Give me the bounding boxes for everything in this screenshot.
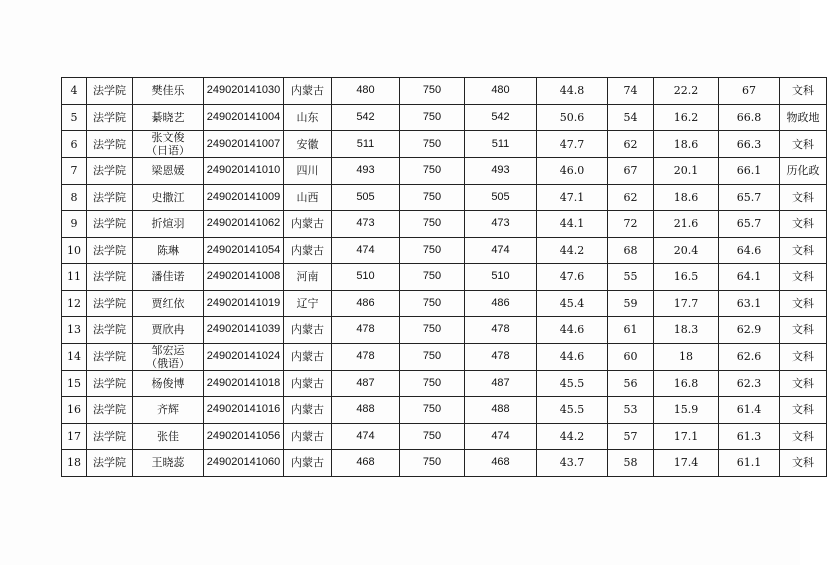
- weighted-interview-cell: 16.5: [654, 264, 719, 291]
- weighted-score-cell: 45.5: [537, 370, 608, 397]
- college-cell: 法学院: [87, 104, 133, 131]
- table-row: [62, 397, 827, 424]
- student-id-cell: 249020141010: [204, 158, 284, 185]
- interview-score-cell: 54: [608, 104, 654, 131]
- province-cell: 山东: [284, 104, 332, 131]
- subject-category-cell: 文科: [780, 264, 827, 291]
- student-id-cell: 249020141039: [204, 317, 284, 344]
- province-cell: 辽宁: [284, 290, 332, 317]
- interview-score-cell: 55: [608, 264, 654, 291]
- exam-score-cell: 542: [332, 104, 400, 131]
- college-cell: 法学院: [87, 78, 133, 105]
- score-table: [61, 77, 827, 477]
- full-score-cell: 750: [400, 397, 465, 424]
- subject-category-cell: 物政地: [780, 104, 827, 131]
- student-id-cell: 249020141024: [204, 343, 284, 370]
- full-score-cell: 750: [400, 317, 465, 344]
- province-cell: 内蒙古: [284, 211, 332, 238]
- weighted-interview-cell: 18: [654, 343, 719, 370]
- table-row: [62, 78, 827, 105]
- student-name-cell: 史撒江: [133, 184, 204, 211]
- student-name-cell: 张佳: [133, 423, 204, 450]
- total-score-cell: 61.3: [719, 423, 780, 450]
- college-cell: 法学院: [87, 450, 133, 477]
- weighted-interview-cell: 20.1: [654, 158, 719, 185]
- exam-score-repeat-cell: 473: [465, 211, 537, 238]
- total-score-cell: 67: [719, 78, 780, 105]
- student-name-cell: 王晓蕊: [133, 450, 204, 477]
- table-row: [62, 131, 827, 158]
- interview-score-cell: 72: [608, 211, 654, 238]
- total-score-cell: 65.7: [719, 184, 780, 211]
- student-name-cell: 邹宏运 （俄语）: [133, 343, 204, 370]
- full-score-cell: 750: [400, 131, 465, 158]
- college-cell: 法学院: [87, 237, 133, 264]
- exam-score-repeat-cell: 486: [465, 290, 537, 317]
- weighted-score-cell: 44.1: [537, 211, 608, 238]
- interview-score-cell: 68: [608, 237, 654, 264]
- college-cell: 法学院: [87, 264, 133, 291]
- full-score-cell: 750: [400, 343, 465, 370]
- subject-category-cell: 历化政: [780, 158, 827, 185]
- exam-score-cell: 488: [332, 397, 400, 424]
- weighted-interview-cell: 16.2: [654, 104, 719, 131]
- full-score-cell: 750: [400, 158, 465, 185]
- exam-score-cell: 480: [332, 78, 400, 105]
- table-row: [62, 317, 827, 344]
- exam-score-cell: 473: [332, 211, 400, 238]
- subject-category-cell: 文科: [780, 343, 827, 370]
- row-number: 11: [62, 264, 87, 291]
- exam-score-cell: 510: [332, 264, 400, 291]
- table-row: [62, 211, 827, 238]
- exam-score-cell: 511: [332, 131, 400, 158]
- weighted-score-cell: 45.4: [537, 290, 608, 317]
- interview-score-cell: 62: [608, 131, 654, 158]
- college-cell: 法学院: [87, 397, 133, 424]
- student-id-cell: 249020141060: [204, 450, 284, 477]
- college-cell: 法学院: [87, 317, 133, 344]
- row-number: 14: [62, 343, 87, 370]
- subject-category-cell: 文科: [780, 290, 827, 317]
- weighted-score-cell: 44.2: [537, 423, 608, 450]
- table-row: [62, 343, 827, 370]
- student-name-cell: 梁恩媛: [133, 158, 204, 185]
- weighted-interview-cell: 17.4: [654, 450, 719, 477]
- total-score-cell: 62.3: [719, 370, 780, 397]
- full-score-cell: 750: [400, 450, 465, 477]
- total-score-cell: 64.6: [719, 237, 780, 264]
- province-cell: 内蒙古: [284, 370, 332, 397]
- exam-score-cell: 505: [332, 184, 400, 211]
- interview-score-cell: 53: [608, 397, 654, 424]
- exam-score-repeat-cell: 480: [465, 78, 537, 105]
- total-score-cell: 63.1: [719, 290, 780, 317]
- weighted-score-cell: 43.7: [537, 450, 608, 477]
- full-score-cell: 750: [400, 370, 465, 397]
- weighted-interview-cell: 20.4: [654, 237, 719, 264]
- college-cell: 法学院: [87, 423, 133, 450]
- row-number: 10: [62, 237, 87, 264]
- weighted-interview-cell: 16.8: [654, 370, 719, 397]
- full-score-cell: 750: [400, 211, 465, 238]
- weighted-score-cell: 45.5: [537, 397, 608, 424]
- total-score-cell: 65.7: [719, 211, 780, 238]
- province-cell: 内蒙古: [284, 423, 332, 450]
- college-cell: 法学院: [87, 343, 133, 370]
- row-number: 15: [62, 370, 87, 397]
- row-number: 8: [62, 184, 87, 211]
- student-name-cell: 杨俊博: [133, 370, 204, 397]
- exam-score-cell: 474: [332, 237, 400, 264]
- full-score-cell: 750: [400, 423, 465, 450]
- college-cell: 法学院: [87, 370, 133, 397]
- table-row: [62, 264, 827, 291]
- college-cell: 法学院: [87, 158, 133, 185]
- exam-score-repeat-cell: 474: [465, 237, 537, 264]
- exam-score-repeat-cell: 511: [465, 131, 537, 158]
- student-name-cell: 樊佳乐: [133, 78, 204, 105]
- subject-category-cell: 文科: [780, 397, 827, 424]
- row-number: 5: [62, 104, 87, 131]
- student-id-cell: 249020141009: [204, 184, 284, 211]
- college-cell: 法学院: [87, 131, 133, 158]
- student-id-cell: 249020141054: [204, 237, 284, 264]
- row-number: 7: [62, 158, 87, 185]
- weighted-interview-cell: 17.1: [654, 423, 719, 450]
- total-score-cell: 62.9: [719, 317, 780, 344]
- table-row: [62, 450, 827, 477]
- subject-category-cell: 文科: [780, 131, 827, 158]
- interview-score-cell: 61: [608, 317, 654, 344]
- student-name-cell: 贾红依: [133, 290, 204, 317]
- province-cell: 安徽: [284, 131, 332, 158]
- student-id-cell: 249020141016: [204, 397, 284, 424]
- student-name-cell: 张文俊 （日语）: [133, 131, 204, 158]
- interview-score-cell: 60: [608, 343, 654, 370]
- exam-score-cell: 493: [332, 158, 400, 185]
- student-name-cell: 綦晓艺: [133, 104, 204, 131]
- college-cell: 法学院: [87, 184, 133, 211]
- exam-score-repeat-cell: 474: [465, 423, 537, 450]
- weighted-score-cell: 44.2: [537, 237, 608, 264]
- province-cell: 山西: [284, 184, 332, 211]
- table-body: [62, 78, 827, 477]
- province-cell: 河南: [284, 264, 332, 291]
- student-id-cell: 249020141008: [204, 264, 284, 291]
- interview-score-cell: 67: [608, 158, 654, 185]
- student-id-cell: 249020141062: [204, 211, 284, 238]
- row-number: 12: [62, 290, 87, 317]
- subject-category-cell: 文科: [780, 184, 827, 211]
- subject-category-cell: 文科: [780, 211, 827, 238]
- full-score-cell: 750: [400, 78, 465, 105]
- exam-score-repeat-cell: 468: [465, 450, 537, 477]
- exam-score-cell: 468: [332, 450, 400, 477]
- exam-score-cell: 474: [332, 423, 400, 450]
- province-cell: 内蒙古: [284, 317, 332, 344]
- table-row: [62, 184, 827, 211]
- table-row: [62, 237, 827, 264]
- subject-category-cell: 文科: [780, 450, 827, 477]
- row-number: 16: [62, 397, 87, 424]
- student-id-cell: 249020141018: [204, 370, 284, 397]
- subject-category-cell: 文科: [780, 370, 827, 397]
- exam-score-repeat-cell: 510: [465, 264, 537, 291]
- interview-score-cell: 57: [608, 423, 654, 450]
- weighted-score-cell: 44.6: [537, 343, 608, 370]
- interview-score-cell: 62: [608, 184, 654, 211]
- exam-score-repeat-cell: 478: [465, 317, 537, 344]
- full-score-cell: 750: [400, 290, 465, 317]
- student-id-cell: 249020141056: [204, 423, 284, 450]
- exam-score-repeat-cell: 505: [465, 184, 537, 211]
- interview-score-cell: 74: [608, 78, 654, 105]
- student-name-cell: 贾欣冉: [133, 317, 204, 344]
- total-score-cell: 64.1: [719, 264, 780, 291]
- interview-score-cell: 58: [608, 450, 654, 477]
- weighted-score-cell: 44.6: [537, 317, 608, 344]
- student-id-cell: 249020141007: [204, 131, 284, 158]
- full-score-cell: 750: [400, 104, 465, 131]
- weighted-interview-cell: 15.9: [654, 397, 719, 424]
- weighted-score-cell: 47.7: [537, 131, 608, 158]
- student-id-cell: 249020141019: [204, 290, 284, 317]
- table-row: [62, 370, 827, 397]
- province-cell: 内蒙古: [284, 237, 332, 264]
- weighted-interview-cell: 18.6: [654, 184, 719, 211]
- total-score-cell: 66.1: [719, 158, 780, 185]
- college-cell: 法学院: [87, 290, 133, 317]
- total-score-cell: 66.3: [719, 131, 780, 158]
- table-row: [62, 104, 827, 131]
- exam-score-repeat-cell: 542: [465, 104, 537, 131]
- subject-category-cell: 文科: [780, 237, 827, 264]
- table-row: [62, 290, 827, 317]
- row-number: 6: [62, 131, 87, 158]
- exam-score-repeat-cell: 493: [465, 158, 537, 185]
- student-id-cell: 249020141004: [204, 104, 284, 131]
- full-score-cell: 750: [400, 237, 465, 264]
- weighted-interview-cell: 18.6: [654, 131, 719, 158]
- exam-score-repeat-cell: 488: [465, 397, 537, 424]
- row-number: 18: [62, 450, 87, 477]
- college-cell: 法学院: [87, 211, 133, 238]
- weighted-score-cell: 46.0: [537, 158, 608, 185]
- row-number: 4: [62, 78, 87, 105]
- full-score-cell: 750: [400, 184, 465, 211]
- province-cell: 内蒙古: [284, 78, 332, 105]
- province-cell: 内蒙古: [284, 343, 332, 370]
- full-score-cell: 750: [400, 264, 465, 291]
- province-cell: 内蒙古: [284, 397, 332, 424]
- weighted-interview-cell: 21.6: [654, 211, 719, 238]
- weighted-score-cell: 50.6: [537, 104, 608, 131]
- weighted-score-cell: 47.6: [537, 264, 608, 291]
- total-score-cell: 66.8: [719, 104, 780, 131]
- exam-score-cell: 487: [332, 370, 400, 397]
- total-score-cell: 61.4: [719, 397, 780, 424]
- student-name-cell: 潘佳诺: [133, 264, 204, 291]
- row-number: 9: [62, 211, 87, 238]
- province-cell: 内蒙古: [284, 450, 332, 477]
- row-number: 13: [62, 317, 87, 344]
- exam-score-repeat-cell: 478: [465, 343, 537, 370]
- exam-score-cell: 478: [332, 317, 400, 344]
- weighted-score-cell: 44.8: [537, 78, 608, 105]
- exam-score-repeat-cell: 487: [465, 370, 537, 397]
- exam-score-cell: 486: [332, 290, 400, 317]
- student-id-cell: 249020141030: [204, 78, 284, 105]
- student-name-cell: 折煊羽: [133, 211, 204, 238]
- subject-category-cell: 文科: [780, 423, 827, 450]
- province-cell: 四川: [284, 158, 332, 185]
- weighted-interview-cell: 18.3: [654, 317, 719, 344]
- student-name-cell: 陈琳: [133, 237, 204, 264]
- weighted-score-cell: 47.1: [537, 184, 608, 211]
- exam-score-cell: 478: [332, 343, 400, 370]
- subject-category-cell: 文科: [780, 317, 827, 344]
- table-row: [62, 158, 827, 185]
- total-score-cell: 61.1: [719, 450, 780, 477]
- row-number: 17: [62, 423, 87, 450]
- student-name-cell: 齐辉: [133, 397, 204, 424]
- interview-score-cell: 59: [608, 290, 654, 317]
- total-score-cell: 62.6: [719, 343, 780, 370]
- weighted-interview-cell: 22.2: [654, 78, 719, 105]
- table-row: [62, 423, 827, 450]
- interview-score-cell: 56: [608, 370, 654, 397]
- weighted-interview-cell: 17.7: [654, 290, 719, 317]
- subject-category-cell: 文科: [780, 78, 827, 105]
